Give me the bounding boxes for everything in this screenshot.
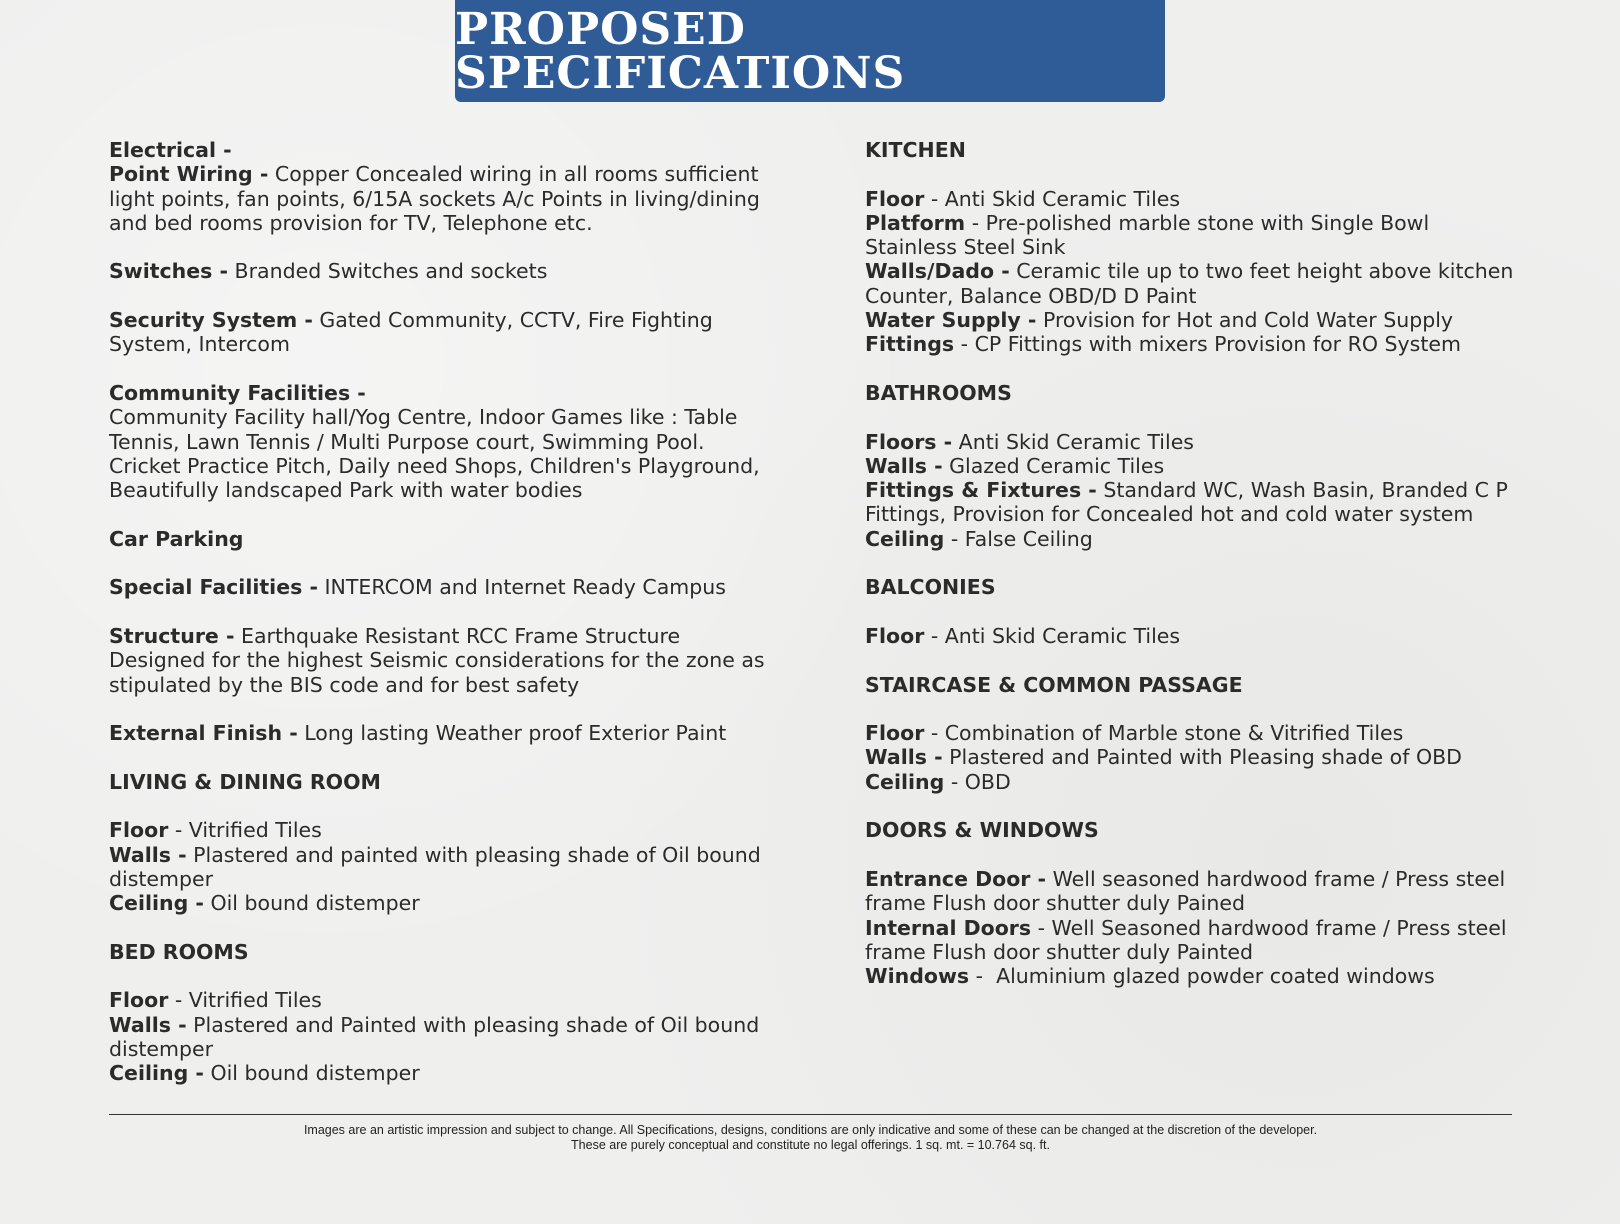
point-wiring-label: Point Wiring - (109, 162, 269, 187)
kitchen-platform-label: Platform (865, 210, 966, 235)
external-section (109, 721, 769, 745)
external-text: Long lasting Weather proof Exterior Paint (297, 721, 727, 746)
external-label: External Finish - (109, 721, 298, 746)
balconies-floor-label: Floor (865, 623, 925, 648)
kitchen-floor-label: Floor (865, 186, 925, 211)
kitchen-fittings-text: - CP Fittings with mixers Provision for RO System (954, 332, 1461, 357)
point-wiring-text: Copper Concealed wiring in all rooms sufficient light points, fan points, 6/15A sockets A/c Points in living/dining and bed rooms provision for TV, Telephone etc. (109, 162, 760, 235)
kitchen-water-label: Water Supply - (865, 308, 1037, 333)
kitchen-water-text: Provision for Hot and Cold Water Supply (1036, 308, 1454, 333)
electrical-heading: Electrical - (109, 138, 232, 162)
disclaimer (109, 1123, 1512, 1153)
disclaimer-line-2: These are purely conceptual and constitute no legal offerings. 1 sq. mt. = 10.764 sq. ft. (571, 1138, 1050, 1152)
special-section (109, 575, 769, 599)
living-walls-label: Walls - (109, 842, 187, 867)
disclaimer-line-1: Images are an artistic impression and subject to change. All Specifications, designs, conditions are only indicative and some of these can be changed at the discretion of the developer. (303, 1123, 1318, 1137)
kitchen-heading: KITCHEN (865, 138, 966, 162)
windows-text: - Aluminium glazed powder coated windows (969, 964, 1435, 989)
security-text: Gated Community, CCTV, Fire Fighting System, Intercom (109, 308, 713, 357)
bath-walls-text: Glazed Ceramic Tiles (942, 453, 1165, 478)
structure-label: Structure - (109, 623, 235, 648)
kitchen-fittings-label: Fittings (865, 332, 955, 357)
internal-text: - Well Seasoned hardwood frame / Press steel frame Flush door shutter duly Painted (865, 915, 1507, 964)
bed-ceiling-text: Oil bound distemper (203, 1061, 420, 1086)
living-ceiling-text: Oil bound distemper (203, 891, 420, 916)
bed-section (109, 988, 769, 1085)
living-heading: LIVING & DINING ROOM (109, 769, 381, 794)
entrance-label: Entrance Door - (865, 866, 1047, 891)
doors-heading: DOORS & WINDOWS (865, 818, 1099, 843)
balconies-section (865, 624, 1525, 648)
security-section (109, 308, 769, 357)
stair-ceiling-text: - OBD (944, 769, 1011, 794)
kitchen-section (865, 187, 1525, 357)
special-text: INTERCOM and Internet Ready Campus (317, 575, 726, 600)
bath-fittings-text: Standard WC, Wash Basin, Branded C P Fittings, Provision for Concealed hot and cold water system (865, 478, 1508, 527)
living-section (109, 818, 769, 915)
community-section (109, 381, 769, 502)
electrical-section (109, 138, 769, 235)
balconies-floor-text: - Anti Skid Ceramic Tiles (924, 623, 1181, 648)
doors-section (865, 867, 1525, 988)
balconies-heading: BALCONIES (865, 575, 996, 600)
stair-section (865, 721, 1525, 794)
bath-floors-text: Anti Skid Ceramic Tiles (952, 429, 1194, 454)
bed-walls-label: Walls - (109, 1012, 187, 1037)
community-text: Community Facility hall/Yog Centre, Indoor Games like : Table Tennis, Lawn Tennis / Multi Purpose court, Swimming Pool. Cricket Practice Pitch, Daily need Shops, Children's Playground, Beautifully landscaped Park with water bodies (109, 405, 760, 503)
bed-ceiling-label: Ceiling - (109, 1061, 204, 1086)
community-heading: Community Facilities - (109, 380, 366, 405)
bath-walls-label: Walls - (865, 453, 943, 478)
switches-text: Branded Switches and sockets (228, 259, 548, 284)
living-floor-label: Floor (109, 818, 169, 843)
bath-floors-label: Floors - (865, 429, 953, 454)
kitchen-walls-label: Walls/Dado - (865, 259, 1010, 284)
switches-label: Switches - (109, 259, 229, 284)
kitchen-platform-text: - Pre-polished marble stone with Single Bowl Stainless Steel Sink (865, 210, 1430, 260)
right-column (865, 138, 1525, 1013)
stair-heading: STAIRCASE & COMMON PASSAGE (865, 672, 1243, 697)
security-label: Security System - (109, 308, 313, 333)
structure-section (109, 624, 769, 697)
structure-text: Earthquake Resistant RCC Frame Structure Designed for the highest Seismic considerations for the zone as stipulated by the BIS code and for best safety (109, 623, 765, 697)
internal-label: Internal Doors (865, 915, 1032, 940)
left-column (109, 138, 769, 1110)
bed-floor-text: - Vitrified Tiles (168, 988, 322, 1013)
living-walls-text: Plastered and painted with pleasing shade of Oil bound distemper (109, 842, 761, 891)
bed-walls-text: Plastered and Painted with pleasing shade of Oil bound distemper (109, 1012, 760, 1061)
stair-floor-text: - Combination of Marble stone & Vitrified Tiles (924, 721, 1404, 746)
stair-walls-label: Walls - (865, 745, 943, 770)
special-label: Special Facilities - (109, 575, 318, 600)
living-ceiling-label: Ceiling - (109, 891, 204, 916)
stair-ceiling-label: Ceiling (865, 769, 945, 794)
bath-heading: BATHROOMS (865, 380, 1012, 405)
bath-fittings-label: Fittings & Fixtures - (865, 478, 1097, 503)
bath-ceiling-label: Ceiling (865, 526, 945, 551)
bed-floor-label: Floor (109, 988, 169, 1013)
windows-label: Windows (865, 964, 970, 989)
entrance-text: Well seasoned hardwood frame / Press steel frame Flush door shutter duly Pained (865, 866, 1506, 916)
bath-ceiling-text: - False Ceiling (944, 526, 1093, 551)
footer-divider (109, 1114, 1512, 1115)
switches-section (109, 259, 769, 283)
car-parking: Car Parking (109, 526, 244, 551)
kitchen-walls-text: Ceramic tile up to two feet height above kitchen Counter, Balance OBD/D D Paint (865, 259, 1514, 308)
bath-section (865, 430, 1525, 551)
stair-walls-text: Plastered and Painted with Pleasing shade of OBD (942, 745, 1462, 770)
living-floor-text: - Vitrified Tiles (168, 818, 322, 843)
stair-floor-label: Floor (865, 721, 925, 746)
kitchen-floor-text: - Anti Skid Ceramic Tiles (924, 186, 1181, 211)
bed-heading: BED ROOMS (109, 939, 249, 964)
title-banner (455, 0, 1165, 102)
page-title: PROPOSED SPECIFICATIONS (455, 4, 906, 99)
